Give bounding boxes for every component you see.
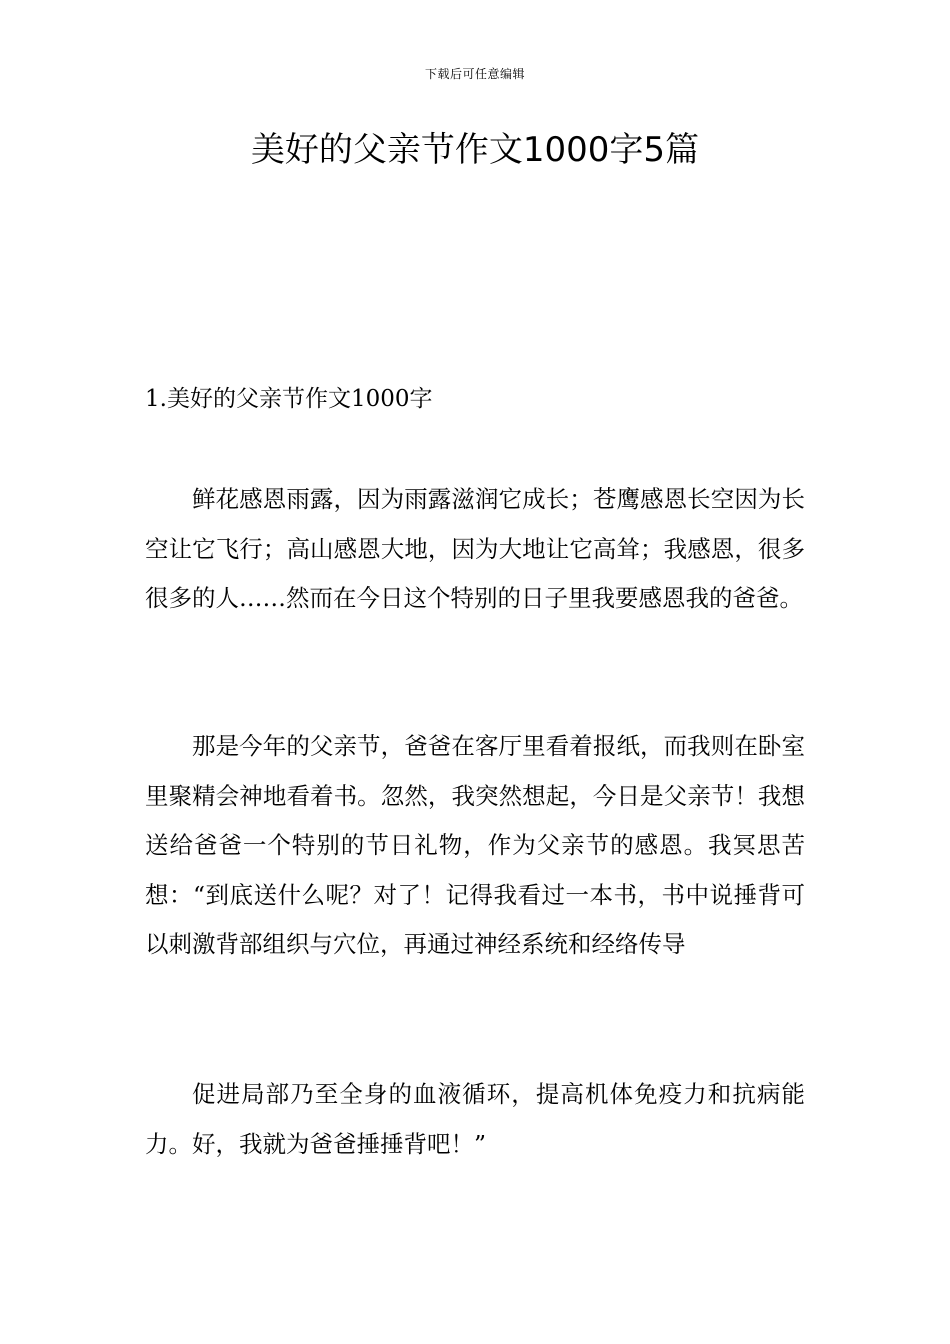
document-title: 美好的父亲节作文1000字5篇 — [250, 130, 700, 170]
body-paragraph-2: 那是今年的父亲节，爸爸在客厅里看着报纸，而我则在卧室里聚精会神地看着书。忽然，我突然想起，今日是父亲节！我想送给爸爸一个特别的节日礼物，作为父亲节的感恩。我冥思苦想：“到底送什么呢？对了！记得我看过一本书，书中说捶背可以刺激背部组织与穴位，再通过神经系统和经络传导 — [145, 732, 805, 958]
body-paragraph-1: 鲜花感恩雨露，因为雨露滋润它成长；苍鹰感恩长空因为长空让它飞行；高山感恩大地，因为大地让它高耸；我感恩，很多很多的人……然而在今日这个特别的日子里我要感恩我的爸爸。 — [145, 485, 805, 612]
section-heading: 1.美好的父亲节作文1000字 — [145, 386, 433, 412]
body-paragraph-3: 促进局部乃至全身的血液循环，提高机体免疫力和抗病能力。好，我就为爸爸捶捶背吧！” — [145, 1080, 805, 1158]
page-header-note: 下载后可任意编辑 — [424, 67, 525, 81]
